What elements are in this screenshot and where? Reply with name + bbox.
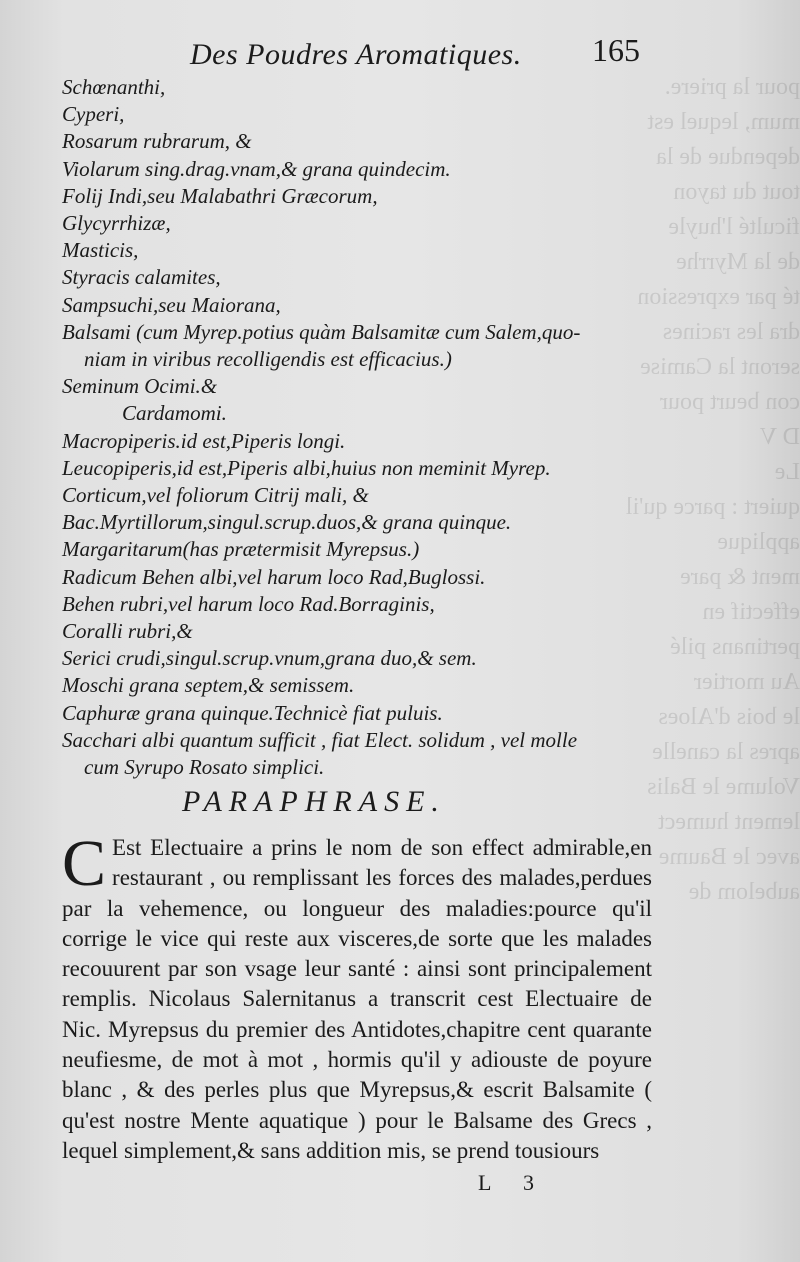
signature-number: 3 (522, 1170, 534, 1195)
recipe-list (62, 74, 662, 781)
recipe-line: cum Syrupo Rosato simplici. (84, 755, 325, 780)
recipe-line: Cyperi, (62, 102, 125, 127)
recipe-line: Glycyrrhizæ, (62, 211, 171, 236)
paraphrase-body: Est Electuaire a prins le nom de son effect admirable,en restaurant , ou remplissant les forces des malades,perdues par la vehemence, ou longueur des maladies:pource qu'il corrige le vice qui reste aux visceres,de sorte que les malades recouurent par son vsage leur santé : ainsi sont principalement remplis. Nicolaus Salernitanus a transcrit cest Electuaire de Nic. Myrepsus du premier des Antidotes,chapitre cent quarante neufiesme, de mot à mot , hormis qu'il y adiouste de poyure blanc , & des perles plus que Myrepsus,& escrit Balsamite ( qu'est nostre Mente aquatique ) pour le Balsame des Grecs , lequel simplement,& sans addition mis, se prend tousiours (62, 835, 652, 1163)
recipe-line: Macropiperis.id est,Piperis longi. (62, 428, 346, 453)
recipe-line: Leucopiperis,id est,Piperis albi,huius non meminit Myrep. (62, 455, 551, 480)
recipe-line: Coralli rubri,& (62, 619, 193, 644)
recipe-line: Serici crudi,singul.scrup.vnum,grana duo,& sem. (62, 646, 477, 671)
recipe-line: Bac.Myrtillorum,singul.scrup.duos,& grana quinque. (62, 510, 512, 535)
recipe-line: Schœnanthi, (62, 75, 166, 99)
recipe-line: Moschi grana septem,& semissem. (62, 673, 355, 698)
recipe-line: Radicum Behen albi,vel harum loco Rad,Buglossi. (62, 564, 486, 589)
recipe-line: Behen rubri,vel harum loco Rad.Borraginis, (62, 591, 435, 616)
recipe-line: Corticum,vel foliorum Citrij mali, & (62, 483, 369, 508)
recipe-line: Caphuræ grana quinque.Technicè fiat puluis. (62, 700, 443, 725)
page-number: 165 (592, 32, 640, 68)
running-title: Des Poudres Aromatiques. (190, 38, 522, 71)
recipe-line: Sacchari albi quantum sufficit , fiat Elect. solidum , vel molle (62, 727, 578, 752)
recipe-line: Cardamomi. (122, 401, 227, 426)
paraphrase-text (62, 827, 652, 1166)
recipe-line: Violarum sing.drag.vnam,& grana quindecim. (62, 156, 451, 181)
recipe-line: Margaritarum(has prætermisit Myrepsus.) (62, 537, 420, 562)
recipe-line: niam in viribus recolligendis est efficacius.) (84, 347, 452, 372)
recipe-line: Styracis calamites, (62, 265, 221, 290)
recipe-line: Sampsuchi,seu Maiorana, (62, 292, 281, 317)
recipe-line: Balsami (cum Myrep.potius quàm Balsamitæ cum Salem,quo- (62, 319, 581, 344)
signature-letter: L (478, 1170, 492, 1195)
recipe-line: Masticis, (62, 238, 139, 263)
signature-mark (478, 1170, 560, 1196)
recipe-line: Seminum Ocimi.& (62, 374, 218, 399)
recipe-line: Folij Indi,seu Malabathri Græcorum, (62, 183, 378, 208)
recipe-line: Rosarum rubrarum, & (62, 129, 252, 154)
section-heading: PARAPHRASE. (182, 785, 446, 818)
show-through-text: pour la priere. mum, lequel est dependue de la tout du tayon ficulté l'huyle de la Myrrhe té par expression dra les racines seront la Camise con beurt pour D V Le quiert : parce qu'il applique ment & pare effectif en pertinans pilé Au mortier le bois d'Aloes apres la canelle Volume le Balis lement humect avec le Baume aubelom de (625, 74, 800, 905)
drop-cap: C (62, 827, 107, 900)
